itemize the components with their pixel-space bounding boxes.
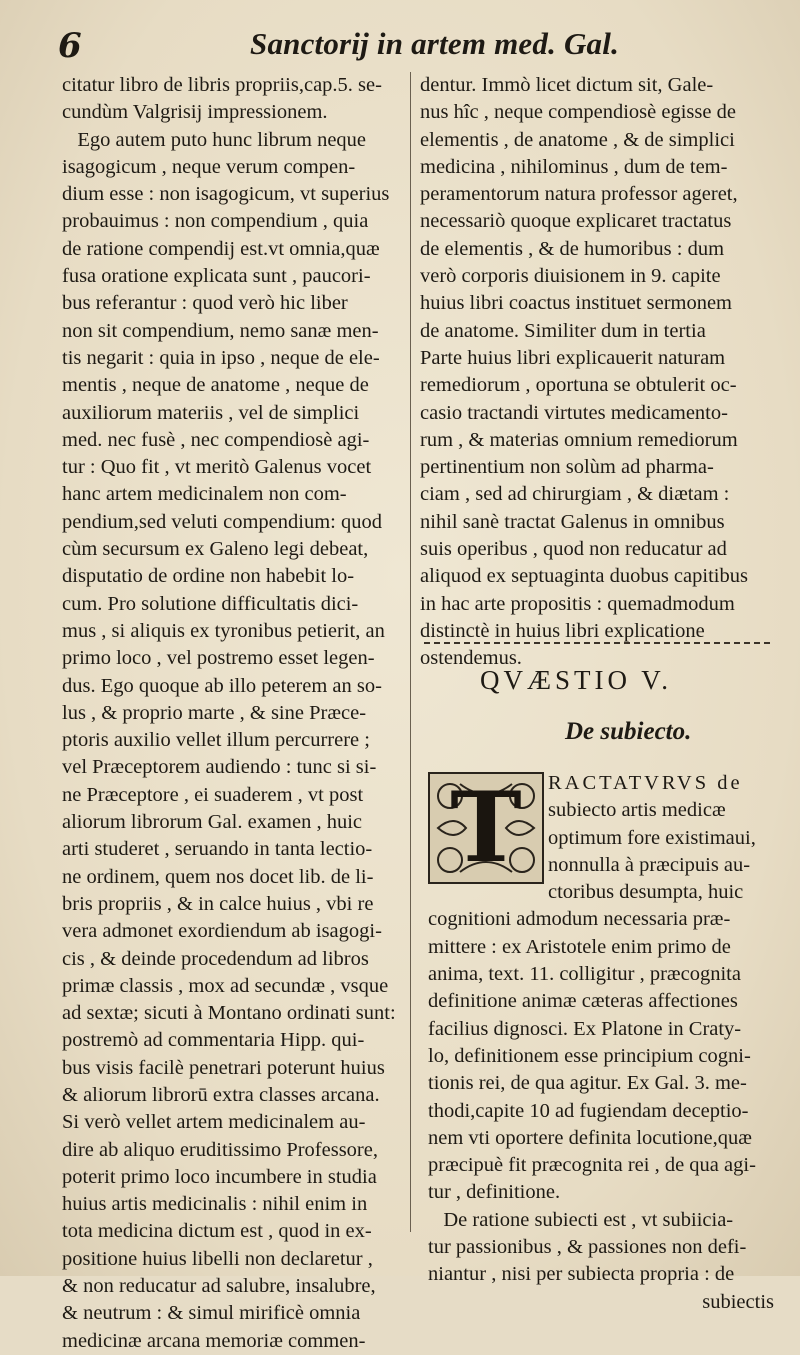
text-line: poterit primo loco incumbere in studia <box>62 1165 377 1188</box>
text-line: hanc artem medicinalem non com- <box>62 483 347 506</box>
text-line: ciam , sed ad chirurgiam , & diætam : <box>420 483 730 506</box>
text-line: præcipuè fit præcognita rei , de qua agi- <box>428 1154 756 1177</box>
text-line: tionis rei, de qua agitur. Ex Gal. 3. me- <box>428 1072 747 1095</box>
text-line: de elementis , & de humoribus : dum <box>420 237 725 260</box>
text-line: non sit compendium, nemo sanæ men- <box>62 319 379 342</box>
text-line: ptoris auxilio vellet illum percurrere ; <box>62 729 370 752</box>
text-line: ad sextæ; sicuti à Montano ordinati sunt: <box>62 1002 396 1025</box>
text-line: ne ordinem, quem nos docet lib. de li- <box>62 865 374 888</box>
text-line: suis operibus , quod non reducatur ad <box>420 538 727 561</box>
text-line: cum. Pro solutione difficultatis dici- <box>62 592 359 615</box>
text-line: probauimus : non compendium , quia <box>62 210 369 233</box>
text-line: optimum fore existimaui, <box>548 826 756 849</box>
question-subtitle: De subiecto. <box>565 718 692 745</box>
text-line: de ratione compendij est.vt omnia,quæ <box>62 237 380 260</box>
dropcap-letter: T <box>450 771 522 884</box>
page-number: 6 <box>58 26 82 66</box>
text-line: vera admonet exordiendum ab isagogi- <box>62 920 382 943</box>
text-line: mittere : ex Aristotele enim primo de <box>428 935 731 958</box>
text-line: bris propriis , & in calce huius , vbi re <box>62 892 374 915</box>
text-line: medicinæ arcana memoriæ commen- <box>62 1329 366 1352</box>
text-line: Ego autem puto hunc librum neque <box>62 128 367 151</box>
text-line: & non reducatur ad salubre, insalubre, <box>62 1275 376 1298</box>
text-line: necessariò quoque explicaret tractatus <box>420 210 732 233</box>
text-line: arti studeret , seruando in tanta lectio- <box>62 838 373 861</box>
text-line: med. nec fusè , nec compendiosè agi- <box>62 428 370 451</box>
text-line: subiecto artis medicæ <box>548 799 726 822</box>
text-line: nem vti oportere definita locutione,quæ <box>428 1126 752 1149</box>
text-line: distinctè in huius libri explicatione <box>420 619 705 642</box>
text-line: in hac arte propositis : quemadmodum <box>420 592 735 615</box>
text-line: mus , si aliquis ex tyronibus petierit, an <box>62 619 385 642</box>
text-line: rum , & materias omnium remediorum <box>420 428 738 451</box>
text-line: aliquod ex septuaginta duobus capitibus <box>420 565 748 588</box>
text-line: dium esse : non isagogicum, vt superius <box>62 183 390 206</box>
text-line: mentis , neque de anatome , neque de <box>62 374 369 397</box>
text-line: tis negarit : quia in ipso , neque de ele- <box>62 346 380 369</box>
text-line: tota medicina dictum est , quod in ex- <box>62 1220 372 1243</box>
question-body <box>428 770 774 1316</box>
text-line: dire ab aliquo eruditissimo Professore, <box>62 1138 378 1161</box>
text-line: thodi,capite 10 ad fugiendam deceptio- <box>428 1099 749 1122</box>
text-line: peramentorum natura professor ageret, <box>420 183 738 206</box>
left-column <box>62 72 407 1355</box>
text-line: elementis , de anatome , & de simplici <box>420 128 735 151</box>
text-line: tur passionibus , & passiones non defi- <box>428 1236 747 1259</box>
text-line: tur : Quo fit , vt meritò Galenus vocet <box>62 456 372 479</box>
text-line: dus. Ego quoque ab illo peterem an so- <box>62 674 382 697</box>
text-line: lus , & proprio marte , & sine Præce- <box>62 701 367 724</box>
text-line: auxiliorum materiis , vel de simplici <box>62 401 360 424</box>
text-line: de anatome. Similiter dum in tertia <box>420 319 706 342</box>
text-line: anima, text. 11. colligitur , præcognita <box>428 963 741 986</box>
text-line: cis , & deinde procedendum ad libros <box>62 947 369 970</box>
running-head: Sanctorij in artem med. Gal. <box>250 26 620 61</box>
text-line: huius libri coactus instituet sermonem <box>420 292 733 315</box>
right-column <box>420 72 768 673</box>
text-line: primæ classis , mox ad secundæ , vsque <box>62 974 389 997</box>
text-line: primo loco , vel postremo esset legen- <box>62 647 375 670</box>
text-line: huius artis medicinalis : nihil enim in <box>62 1193 368 1216</box>
text-line: cognitioni admodum necessaria præ- <box>428 908 731 931</box>
text-line: Si verò vellet artem medicinalem au- <box>62 1111 366 1134</box>
text-line: fusa oratione explicata sunt , paucori- <box>62 265 371 288</box>
text-line: cùm secursum ex Galeno legi debeat, <box>62 538 369 561</box>
text-line: vel Præceptorem audiendo : tunc si si- <box>62 756 377 779</box>
text-line: bus visis facilè penetrari poterunt huius <box>62 1056 385 1079</box>
text-line: isagogicum , neque verum compen- <box>62 155 356 178</box>
text-line: & aliorum librorū extra classes arcana. <box>62 1083 380 1106</box>
text-line: nonnulla à præcipuis au- <box>548 853 751 876</box>
text-line: Parte huius libri explicauerit naturam <box>420 346 726 369</box>
text-line: bus referantur : quod verò hic liber <box>62 292 348 315</box>
text-line: lo, definitionem esse principium cogni- <box>428 1044 751 1067</box>
text-line: aliorum librorum Gal. examen , huic <box>62 811 363 834</box>
text-line: ne Præceptore , ei suaderem , vt post <box>62 783 364 806</box>
text-line: facilius dignosci. Ex Platone in Craty- <box>428 1017 742 1040</box>
text-line: citatur libro de libris propriis,cap.5. se- <box>62 74 382 96</box>
text-line: postremò ad commentaria Hipp. qui- <box>62 1029 365 1052</box>
text-line: nihil sanè tractat Galenus in omnibus <box>420 510 725 533</box>
text-line: RACTATVRVS de <box>548 772 743 794</box>
text-line: ostendemus. <box>420 647 522 670</box>
text-line: tur , definitione. <box>428 1181 561 1204</box>
text-line: niantur , nisi per subiecta propria : de <box>428 1263 735 1286</box>
text-line: ctoribus desumpta, huic <box>548 881 744 904</box>
text-line: pendium,sed veluti compendium: quod <box>62 510 382 533</box>
text-line: definitione animæ cæteras affectiones <box>428 990 738 1013</box>
question-heading: QVÆSTIO V. <box>480 665 673 695</box>
text-line: disputatio de ordine non habebit lo- <box>62 565 355 588</box>
text-line: De ratione subiecti est , vt subiicia- <box>428 1208 734 1231</box>
text-line: dentur. Immò licet dictum sit, Gale- <box>420 74 714 96</box>
text-line: subiectis <box>702 1290 774 1313</box>
text-line: cundùm Valgrisij impressionem. <box>62 101 328 124</box>
text-line: remediorum , oportuna se obtulerit oc- <box>420 374 737 397</box>
text-line: casio tractandi virtutes medicamento- <box>420 401 728 424</box>
text-line: pertinentium non solùm ad pharma- <box>420 456 714 479</box>
text-line: verò corporis diuisionem in 9. capite <box>420 265 721 288</box>
text-line: & neutrum : & simul mirificè omnia <box>62 1302 361 1325</box>
text-line: nus hîc , neque compendiosè egisse de <box>420 101 736 124</box>
text-line: positione huius libelli non declaretur , <box>62 1247 373 1270</box>
column-divider <box>410 72 411 1232</box>
text-line: medicina , nihilominus , dum de tem- <box>420 155 728 178</box>
section-rule <box>424 642 770 647</box>
